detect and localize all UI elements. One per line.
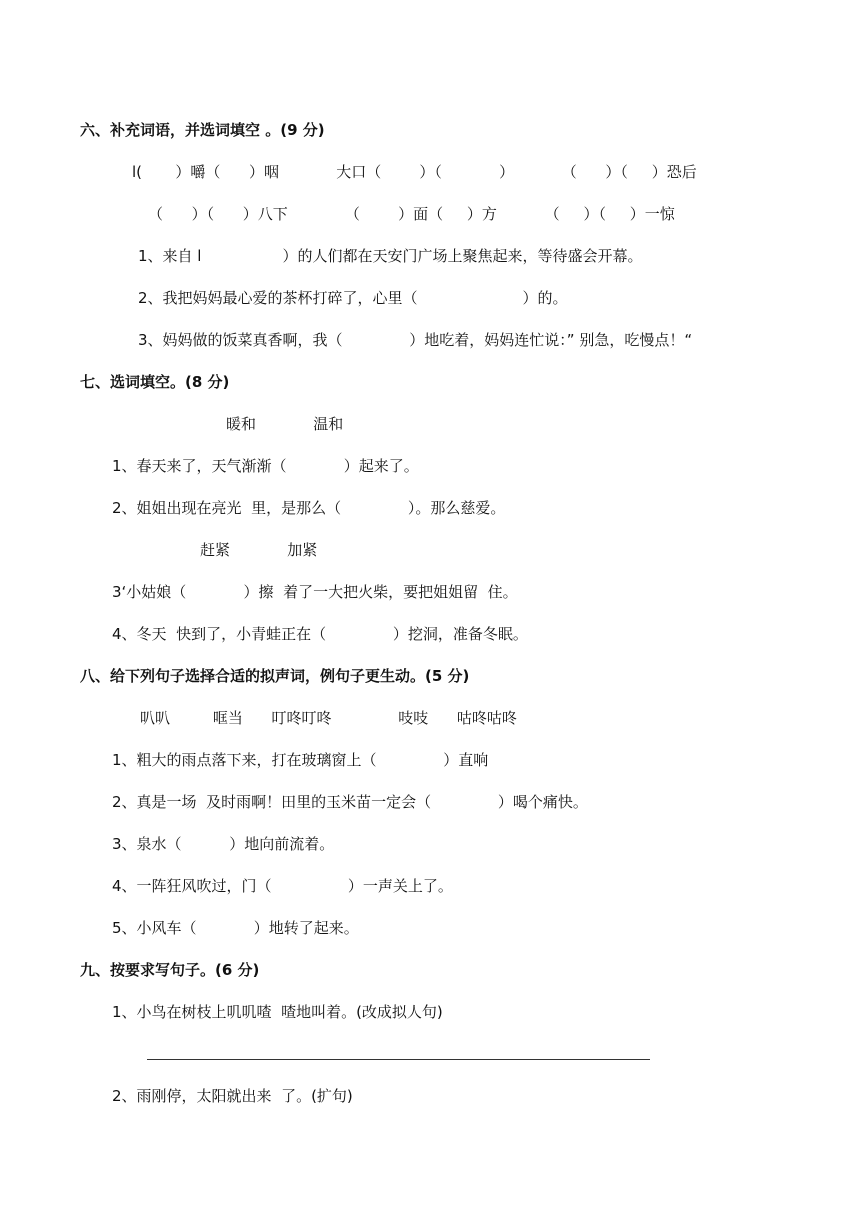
- section-6-row-1: l( ）嚼（ ）咽 大口（ ）（ ） （ ）（ ）恐后: [132, 163, 697, 181]
- section-7-question-3: 3‘小姑娘（ ）擦 着了一大把火柴，要把姐姐留 住。: [112, 583, 518, 601]
- section-6-question-3: 3、妈妈做的饭菜真香啊，我（ ）地吃着，妈妈连忙说：” 别急，吃慢点！“: [138, 331, 693, 349]
- answer-line: [147, 1059, 650, 1060]
- section-8-question-1: 1、粗大的雨点落下来，打在玻璃窗上（ ）直响: [112, 751, 489, 769]
- section-7-word-bank-1: 暖和 温和: [226, 415, 344, 433]
- section-8-question-2: 2、真是一场 及时雨啊！田里的玉米苗一定会（ ）喝个痛快。: [112, 793, 588, 811]
- section-8-question-4: 4、一阵狂风吹过，门（ ）一声关上了。: [112, 877, 453, 895]
- section-8-heading: 八、给下列句子选择合适的拟声词，例句子更生动。(5 分): [80, 667, 470, 685]
- section-6-heading: 六、补充词语，并选词填空 。(9 分): [80, 121, 325, 139]
- section-7-heading: 七、选词填空。(8 分): [80, 373, 230, 391]
- section-9-question-2: 2、雨刚停，太阳就出来 了。(扩句): [112, 1087, 353, 1105]
- section-7-question-1: 1、春天来了，天气渐渐（ ）起来了。: [112, 457, 419, 475]
- section-8-question-5: 5、小风车（ ）地转了起来。: [112, 919, 359, 937]
- section-6-question-1: 1、来自 l ）的人们都在天安门广场上聚焦起来，等待盛会开幕。: [138, 247, 643, 265]
- section-7-word-bank-2: 赶紧 加紧: [200, 541, 318, 559]
- section-6-row-2: （ ）（ ）八下 （ ）面（ ）方 （ ）（ ）一惊: [148, 205, 675, 223]
- section-9-heading: 九、按要求写句子。(6 分): [80, 961, 260, 979]
- section-6-question-2: 2、我把妈妈最心爱的茶杯打碎了，心里（ ）的。: [138, 289, 568, 307]
- section-8-question-3: 3、泉水（ ）地向前流着。: [112, 835, 335, 853]
- section-8-word-bank: 叭叭 哐当 叮咚叮咚 吱吱 咕咚咕咚: [140, 709, 517, 727]
- section-9-question-1: 1、小鸟在树枝上叽叽喳 喳地叫着。(改成拟人句): [112, 1003, 443, 1021]
- section-7-question-4: 4、冬天 快到了，小青蛙正在（ ）挖洞，准备冬眠。: [112, 625, 528, 643]
- section-7-question-2: 2、姐姐出现在亮光 里，是那么（ ）。那么慈爱。: [112, 499, 506, 517]
